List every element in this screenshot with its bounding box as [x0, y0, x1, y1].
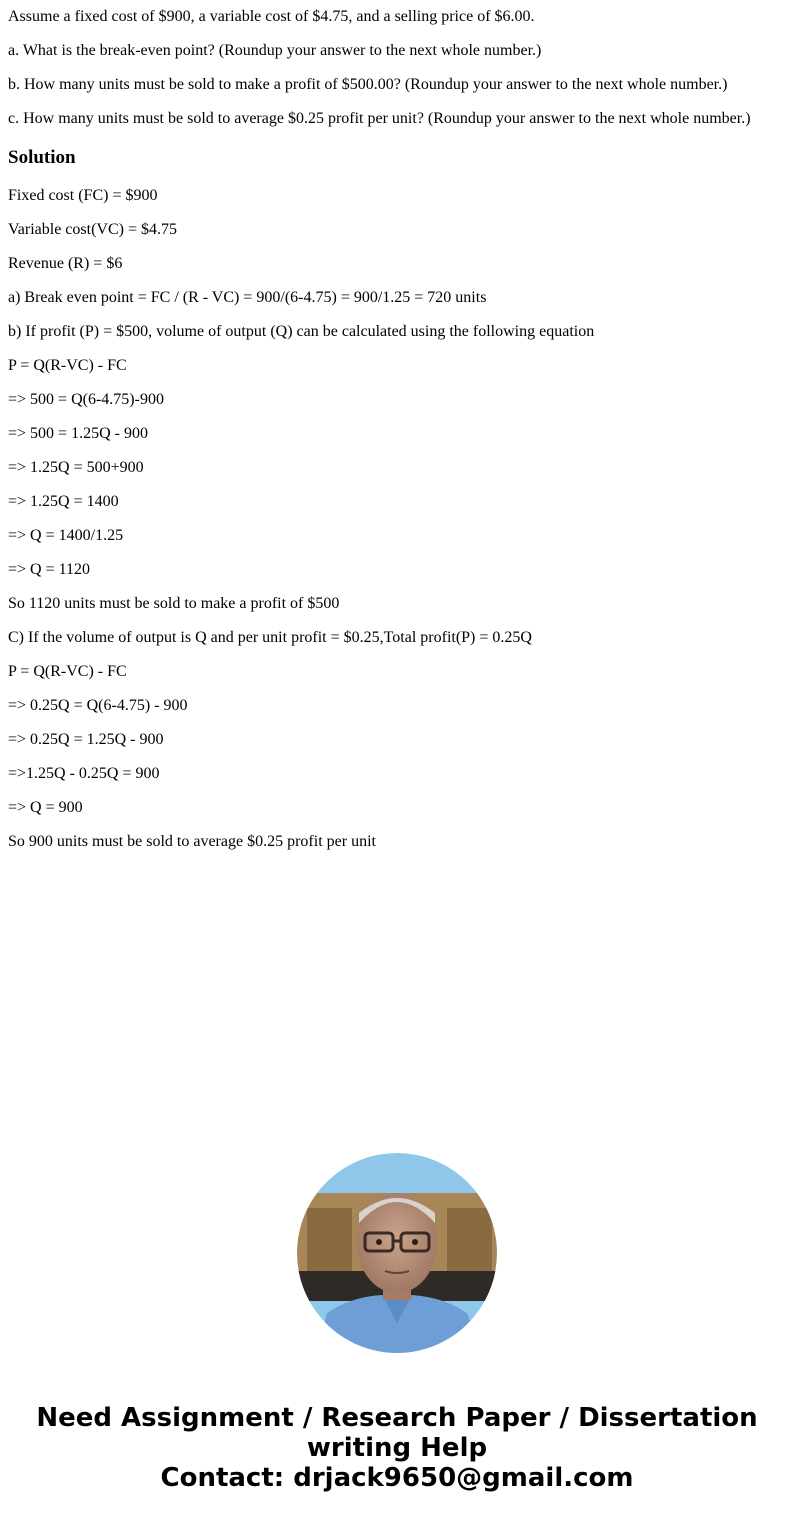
- solution-line: => Q = 1400/1.25: [8, 527, 124, 544]
- solution-line: Fixed cost (FC) = $900: [8, 187, 158, 204]
- banner-line-2: writing Help: [306, 1433, 488, 1463]
- solution-line: => 1.25Q = 1400: [8, 493, 119, 510]
- solution-line: C) If the volume of output is Q and per unit profit = $0.25,Total profit(P) = 0.25Q: [8, 629, 532, 646]
- solution-line: a) Break even point = FC / (R - VC) = 900/(6-4.75) = 900/1.25 = 720 units: [8, 289, 487, 306]
- banner-contact: Contact: drjack9650@gmail.com: [160, 1463, 634, 1493]
- question-b: b. How many units must be sold to make a profit of $500.00? (Roundup your answer to the next whole number.): [8, 76, 728, 93]
- solution-line: => Q = 1120: [8, 561, 91, 578]
- solution-line: b) If profit (P) = $500, volume of output (Q) can be calculated using the following equation: [8, 323, 595, 340]
- solution-line: So 900 units must be sold to average $0.25 profit per unit: [8, 833, 376, 850]
- help-banner: [0, 1403, 794, 1493]
- solution-line: => 500 = Q(6-4.75)-900: [8, 391, 164, 408]
- banner-line-1: Need Assignment / Research Paper / Dissertation: [36, 1403, 758, 1433]
- solution-line: P = Q(R-VC) - FC: [8, 663, 127, 680]
- solution-line: => Q = 900: [8, 799, 83, 816]
- tutor-avatar: [297, 1153, 497, 1353]
- solution-line: Variable cost(VC) = $4.75: [8, 221, 177, 238]
- solution-heading: Solution: [8, 147, 76, 168]
- question-c: c. How many units must be sold to average $0.25 profit per unit? (Roundup your answer to the next whole number.): [8, 110, 751, 127]
- tutor-photo-icon: [297, 1153, 497, 1353]
- question-a: a. What is the break-even point? (Roundup your answer to the next whole number.): [8, 42, 542, 59]
- solution-line: => 500 = 1.25Q - 900: [8, 425, 148, 442]
- solution-line: => 0.25Q = Q(6-4.75) - 900: [8, 697, 188, 714]
- solution-line: So 1120 units must be sold to make a profit of $500: [8, 595, 340, 612]
- question-intro: Assume a fixed cost of $900, a variable cost of $4.75, and a selling price of $6.00.: [8, 8, 535, 25]
- solution-line: => 0.25Q = 1.25Q - 900: [8, 731, 164, 748]
- solution-line: Revenue (R) = $6: [8, 255, 123, 272]
- solution-line: P = Q(R-VC) - FC: [8, 357, 127, 374]
- solution-line: => 1.25Q = 500+900: [8, 459, 144, 476]
- solution-line: =>1.25Q - 0.25Q = 900: [8, 765, 160, 782]
